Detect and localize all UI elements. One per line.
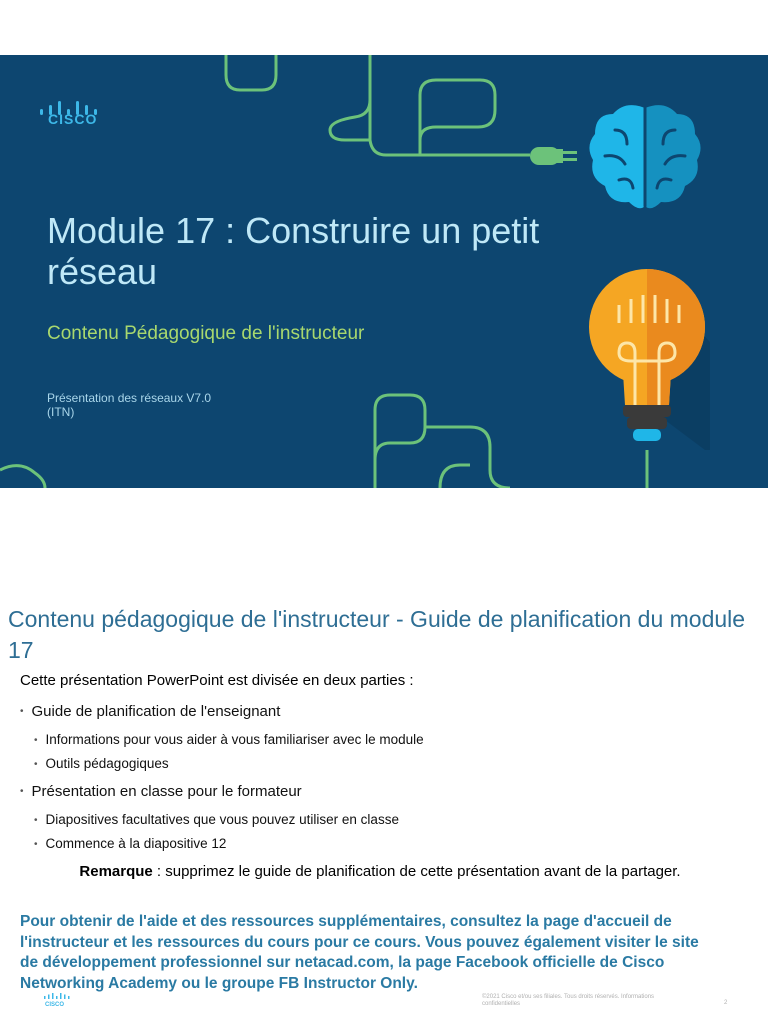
- list-item: [34, 732, 424, 747]
- brain-icon: [585, 100, 705, 215]
- bullet-icon: •: [20, 706, 24, 717]
- note: [40, 862, 720, 882]
- course-line-1: Présentation des réseaux V7.0: [47, 391, 212, 405]
- title-slide: [0, 55, 768, 488]
- course-line-2: (ITN): [47, 405, 75, 419]
- planning-guide-slide: [0, 600, 768, 1024]
- list-item-text: Diapositives facultatives que vous pouvez utiliser en classe: [45, 812, 399, 827]
- list-item-text: Commence à la diapositive 12: [45, 836, 227, 851]
- slide-title: Module 17 : Construire un petit réseau: [47, 210, 540, 292]
- section-item: [20, 703, 280, 720]
- slide-subtitle: Contenu Pédagogique de l'instructeur: [47, 323, 365, 344]
- slide-title: Contenu pédagogique de l'instructeur - Guide de planification du module 17: [8, 606, 746, 663]
- bullet-icon: •: [34, 815, 38, 826]
- list-item: [34, 836, 226, 851]
- lightbulb-icon: [585, 265, 710, 450]
- note-label: Remarque: [79, 863, 153, 880]
- cisco-logo-small: [44, 993, 72, 1007]
- list-item: [34, 812, 399, 827]
- bullet-icon: •: [34, 759, 38, 770]
- course-label: [47, 391, 211, 419]
- bullet-icon: •: [20, 786, 24, 797]
- bullet-icon: •: [34, 839, 38, 850]
- section-item: [20, 783, 302, 800]
- plug-icon: [530, 147, 577, 165]
- copyright-text: ©2021 Cisco et/ou ses filiales. Tous droits réservés. Informations confidentielles: [482, 994, 655, 1007]
- list-item-text: Informations pour vous aider à vous familiariser avec le module: [45, 732, 424, 747]
- section-label: Guide de planification de l'enseignant: [31, 703, 281, 720]
- help-text: Pour obtenir de l'aide et des ressources supplémentaires, consultez la page d'accueil de l'instructeur et les ressources du cours pour ce cours. Vous pouvez également visiter le site de développement professionnel sur netacad.com, la page Facebook officielle de Cisco Networking Academy ou le groupe FB Instructor Only.: [20, 913, 699, 992]
- note-text: : supprimez le guide de planification de cette présentation avant de la partager.: [152, 863, 681, 880]
- section-label: Présentation en classe pour le formateur: [31, 783, 302, 800]
- list-item: [34, 756, 169, 771]
- bullet-icon: •: [34, 735, 38, 746]
- svg-text:CISCO: CISCO: [45, 1002, 65, 1007]
- cisco-logo-text: CISCO: [48, 111, 98, 127]
- page-number: 2: [724, 1000, 728, 1006]
- intro-text: Cette présentation PowerPoint est divisée en deux parties :: [20, 672, 414, 689]
- list-item-text: Outils pédagogiques: [45, 756, 169, 771]
